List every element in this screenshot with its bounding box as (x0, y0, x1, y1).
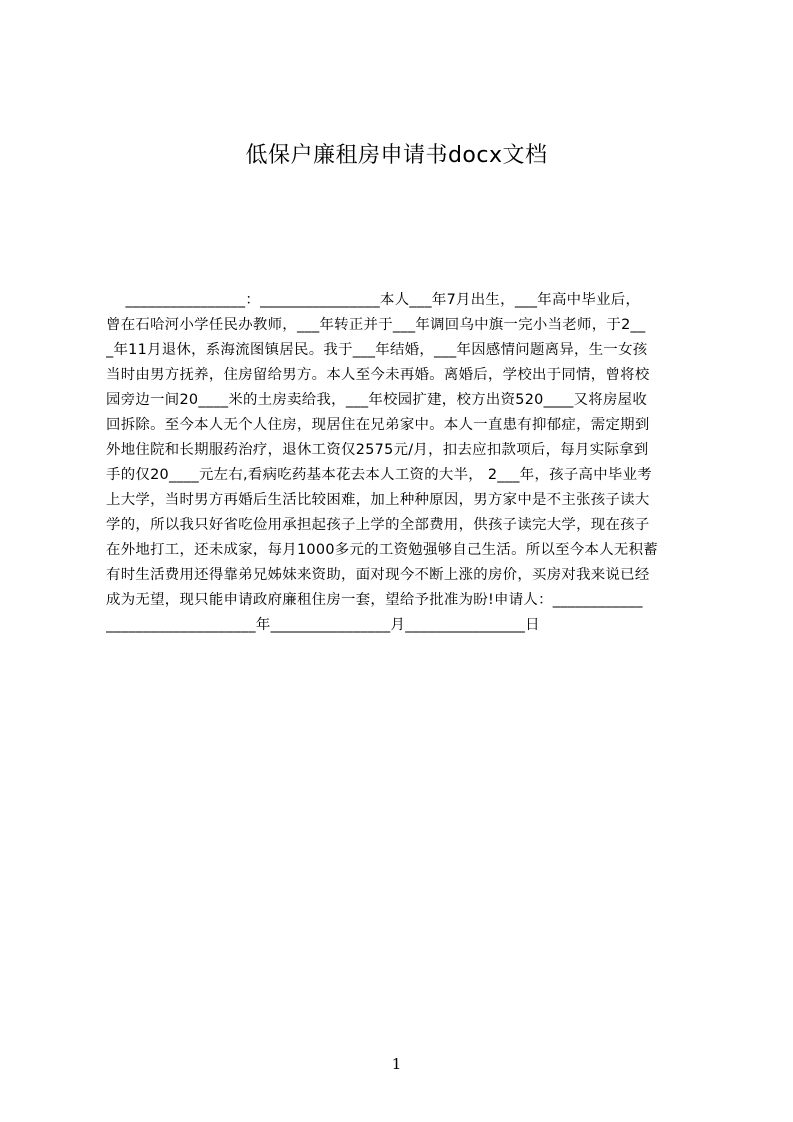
body-line: 当时由男方抚养，住房留给男方。本人至今未再婚。离婚后，学校出于同情，曾将校 (106, 367, 650, 383)
document-title: 低保户廉租房申请书docx文档 (245, 143, 548, 168)
body-line: 在外地打工，还未成家，每月1000多元的工资勉强够自己生活。所以至今本人无积蓄 (106, 542, 658, 558)
page-number: 1 (391, 1055, 402, 1073)
body-line: 上大学，当时男方再婚后生活比较困难，加上种种原因，男方家中是不主张孩子读大 (106, 492, 650, 508)
body-line: ________________：________________本人___年7月出生，___年高中毕业后， (106, 292, 641, 308)
body-line: 外地住院和长期服药治疗，退休工资仅2575元/月，扣去应扣款项后，每月实际拿到 (106, 442, 649, 458)
body-line: 手的仅20____元左右,看病吃药基本花去本人工资的大半， 2___年，孩子高中毕业考 (106, 467, 652, 483)
body-line: 成为无望，现只能申请政府廉租住房一套，望给予批准为盼!申请人：____________ (106, 592, 643, 608)
body-line: 学的，所以我只好省吃俭用承担起孩子上学的全部费用，供孩子读完大学，现在孩子 (106, 517, 650, 533)
application-body (106, 288, 698, 664)
body-line: _年11月退休，系海流图镇居民。我于___年结婚，___年因感情问题离异，生一女孩 (106, 342, 648, 358)
date-signature-line: ____________________年________________月________________日 (106, 617, 540, 633)
body-line: 回拆除。至今本人无个人住房，现居住在兄弟家中。本人一直患有抑郁症，需定期到 (106, 417, 650, 433)
body-line: 曾在石哈河小学任民办教师，___年转正并于___年调回乌中旗一完小当老师，于2__ (106, 317, 646, 333)
body-line: 有时生活费用还得靠弟兄姊妹来资助，面对现今不断上涨的房价，买房对我来说已经 (106, 567, 650, 583)
body-line: 园旁边一间20____米的土房卖给我，___年校园扩建，校方出资520____又将房屋收 (106, 392, 648, 408)
